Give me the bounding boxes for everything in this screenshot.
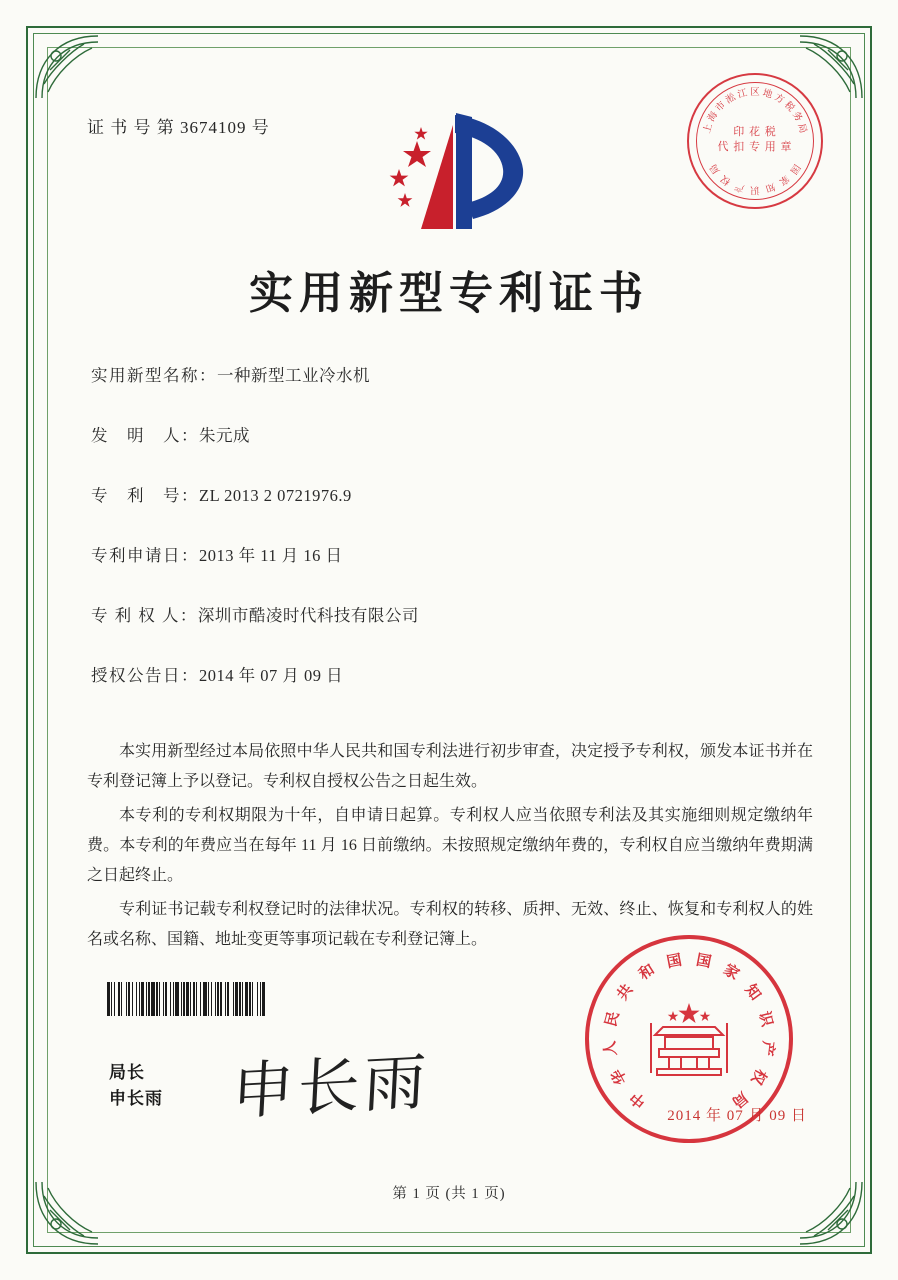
field-value: 2014 年 07 月 09 日	[199, 666, 344, 685]
cnipa-patent-logo	[377, 107, 527, 237]
field-value: 朱元成	[199, 426, 250, 445]
national-seal-arc-text: 中 华 人 民 共 和 国 国 家 知 识 产 权 局	[602, 952, 776, 1111]
paragraph: 本实用新型经过本局依照中华人民共和国专利法进行初步审查，决定授予专利权，颁发本证书并在专利登记簿上予以登记。专利权自授权公告之日起生效。	[87, 743, 813, 790]
field-value: 一种新型工业冷水机	[217, 366, 370, 385]
field-row	[91, 482, 811, 506]
field-row	[91, 362, 811, 386]
barcode-bar	[265, 982, 267, 1016]
field-label: 发 明 人：	[91, 426, 199, 445]
signature-labels	[109, 1060, 163, 1112]
tax-stamp-arc-top: 上 海 市 淞 江 区 地 方 税 务 局	[702, 88, 808, 135]
tax-stamp-line-2: 代 扣 专 用 章	[717, 141, 793, 153]
field-value: 深圳市酷凌时代科技有限公司	[197, 606, 419, 625]
certificate-number: 证 书 号 第 3674109 号	[87, 118, 270, 137]
field-label: 专 利 权 人：	[91, 606, 198, 625]
tax-stamp-seal	[687, 73, 823, 209]
field-value: ZL 2013 2 0721976.9	[199, 486, 352, 505]
field-label: 授权公告日：	[91, 666, 199, 685]
field-list	[91, 362, 811, 722]
tax-stamp-center-text	[689, 125, 821, 155]
field-value: 2013 年 11 月 16 日	[199, 546, 343, 565]
paragraph: 本专利的专利权期限为十年，自申请日起算。专利权人应当依照专利法及其实施细则规定缴纳年费。本专利的年费应当在每年 11 月 16 日前缴纳。未按照规定缴纳年费的，专利权自应当缴纳年费期满之日起终止。	[87, 807, 813, 884]
page-footer: 第 1 页 (共 1 页)	[392, 1186, 506, 1202]
field-row	[91, 542, 811, 566]
paragraph: 专利证书记载专利权登记时的法律状况。专利权的转移、质押、无效、终止、恢复和专利权人的姓名或名称、国籍、地址变更等事项记载在专利登记簿上。	[87, 901, 813, 948]
field-row	[91, 662, 811, 686]
field-label: 专 利 号：	[91, 486, 199, 505]
tax-stamp-line-1: 印 花 税	[733, 126, 777, 138]
tax-stamp-arc-bottom: 国 家 知 识 产 权 局	[708, 161, 802, 194]
director-title-label: 局长	[109, 1063, 145, 1082]
page-title: 实用新型专利证书	[249, 268, 649, 319]
director-name-label: 申长雨	[109, 1089, 163, 1108]
handwritten-signature: 申长雨	[229, 1044, 432, 1129]
field-row	[91, 602, 811, 626]
seal-date: 2014 年 07 月 09 日	[667, 1108, 807, 1124]
field-label: 实用新型名称：	[91, 366, 217, 385]
body-paragraphs	[87, 737, 813, 959]
national-emblem-icon	[643, 997, 735, 1089]
barcode	[107, 982, 359, 1016]
field-label: 专利申请日：	[91, 546, 199, 565]
field-row	[91, 422, 811, 446]
